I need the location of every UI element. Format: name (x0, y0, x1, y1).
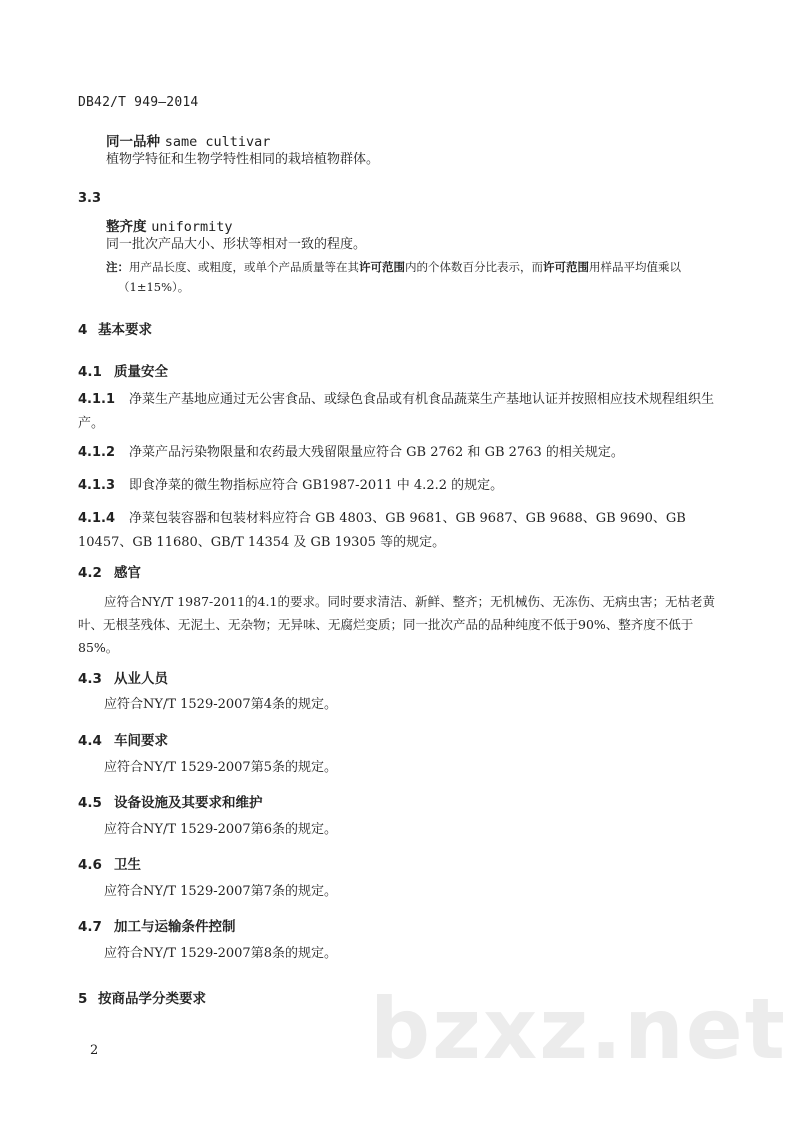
clause-number: 4.1.3 (78, 478, 116, 493)
subsection-heading (78, 729, 168, 749)
subsection-text: 应符合NY/T 1529-2007第7条的规定。 (104, 884, 337, 899)
section-number: 5 (78, 991, 88, 1007)
subsection-text: 应符合NY/T 1529-2007第5条的规定。 (104, 760, 337, 775)
subsection-title: 从业人员 (114, 671, 168, 687)
term-definition: 植物学特征和生物学特性相同的栽培植物群体。 (106, 152, 380, 167)
section-title: 按商品学分类要求 (98, 991, 206, 1007)
subsection-title: 加工与运输条件控制 (114, 919, 236, 935)
page-number: 2 (90, 1043, 99, 1058)
subsection-number: 4.6 (78, 857, 102, 873)
term-heading (106, 215, 232, 235)
term-cn: 整齐度 (106, 219, 147, 235)
subsection-text: 应符合NY/T 1529-2007第8条的规定。 (104, 946, 337, 961)
term-heading (106, 130, 270, 150)
clause-4-1-4 (78, 507, 724, 555)
note-text: 用样品平均值乘以 (589, 260, 681, 274)
subsection-heading (78, 791, 263, 811)
subsection-heading (78, 561, 141, 581)
clause-text: 净菜生产基地应通过无公害食品、或绿色食品或有机食品蔬菜生产基地认证并按照相应技术规程组织生产。 (78, 392, 715, 431)
subsection-number: 4.4 (78, 733, 102, 749)
subsection-text: 应符合NY/T 1529-2007第6条的规定。 (104, 822, 337, 837)
subsection-title: 卫生 (114, 857, 141, 873)
subsection-number: 4.1 (78, 364, 102, 380)
clause-number: 4.1.1 (78, 392, 116, 407)
term-cn: 同一品种 (106, 134, 160, 150)
subsection-heading (78, 853, 141, 873)
term-en: uniformity (151, 219, 233, 235)
note-prefix: 注： (106, 260, 129, 274)
section-heading (78, 987, 206, 1007)
note-bold: 许可范围 (359, 260, 405, 274)
clause-text: 净菜产品污染物限量和农药最大残留限量应符合 GB 2762 和 GB 2763 的相关规定。 (129, 445, 624, 460)
subsection-title: 质量安全 (114, 364, 168, 380)
subsection-number: 4.7 (78, 919, 102, 935)
note-bold: 许可范围 (543, 260, 589, 274)
note-text: 用产品长度、或粗度，或单个产品质量等在其 (129, 260, 359, 274)
subsection-title: 车间要求 (114, 733, 168, 749)
subsection-title: 感官 (114, 565, 141, 581)
note-text: 内的个体数百分比表示，而 (405, 260, 543, 274)
section-number: 4 (78, 322, 88, 338)
clause-4-1-1 (78, 388, 724, 436)
term-en: same cultivar (164, 134, 271, 150)
subsection-heading (78, 667, 168, 687)
section-title: 基本要求 (98, 322, 152, 338)
subsection-number: 4.5 (78, 795, 102, 811)
subsection-text: 应符合NY/T 1529-2007第4条的规定。 (104, 697, 337, 712)
clause-4-1-3 (78, 474, 724, 498)
clause-number: 4.1.2 (78, 445, 116, 460)
clause-number: 4.1.4 (78, 511, 116, 526)
subsection-heading (78, 915, 236, 935)
section-heading (78, 318, 152, 338)
subsection-number: 4.3 (78, 671, 102, 687)
clause-text: 净菜包装容器和包装材料应符合 GB 4803、GB 9681、GB 9687、GB 9688、GB 9690、GB 10457、GB 11680、GB/T 14354 及 GB 19305 等的规定。 (78, 511, 686, 550)
subsection-heading (78, 360, 168, 380)
note-line-2: （1±15%）。 (118, 280, 190, 294)
clause-4-1-2 (78, 441, 724, 465)
watermark: bzxz.net (370, 980, 787, 1078)
document-id-header: DB42/T 949—2014 (78, 95, 199, 110)
term-definition: 同一批次产品大小、形状等相对一致的程度。 (106, 237, 367, 252)
clause-text: 即食净菜的微生物指标应符合 GB1987-2011 中 4.2.2 的规定。 (129, 478, 504, 493)
sensory-requirements: 应符合NY/T 1987-2011的4.1的要求。同时要求清洁、新鲜、整齐；无机械伤、无冻伤、无病虫害；无枯老黄叶、无根茎残体、无泥土、无杂物；无异味、无腐烂变质；同一批次产品的品种纯度不低于90%、整齐度不低于85%。 (78, 594, 715, 655)
subsection-title: 设备设施及其要求和维护 (114, 795, 263, 811)
subsection-number: 4.2 (78, 565, 102, 581)
clause-number: 3.3 (78, 191, 102, 206)
note (106, 256, 681, 278)
